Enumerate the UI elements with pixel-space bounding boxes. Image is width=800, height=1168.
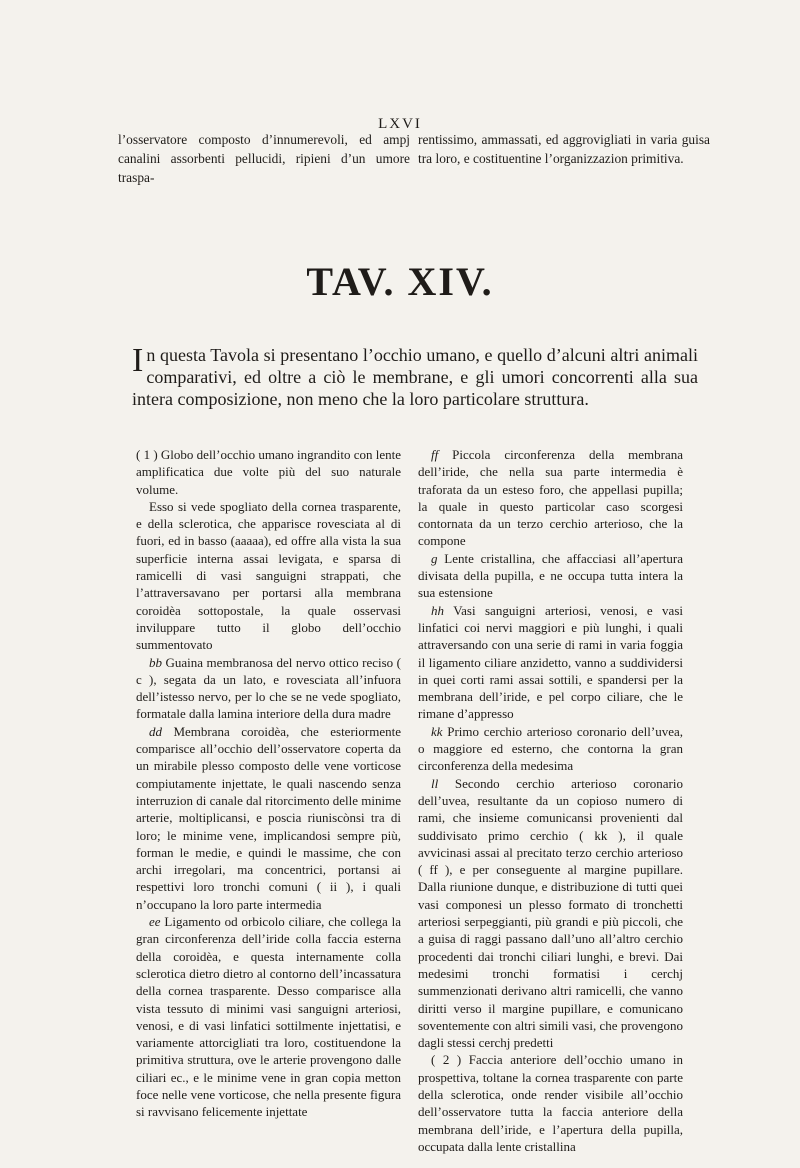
- entry-text: Esso si vede spogliato della cornea trasparente, e della sclerotica, che apparisce rovesciata al di fuori, ed in basso (aaaaa), ed offre alla vista la sua superficie interna assai levigata, e sparsa di ramicelli di vasi sanguigni strappati, che l’attraversavano per portarsi alla membrana coroidèa sottopostale, la quale osservasi inviluppare tutto il globo dell’occhio summentovato: [136, 498, 401, 653]
- entry-label: ( 2 ): [431, 1052, 462, 1068]
- entry-paragraph: [418, 446, 683, 550]
- right-column: [418, 446, 683, 1155]
- entry-text: Vasi sanguigni arteriosi, venosi, e vasi linfatici coi nervi maggiori e più lunghi, i quali attraversando con una serie di rami in varia foggia il ligamento ciliare anzidetto, vanno a suddividersi in quei corti rami assai sottili, e spandersi per la membrana dell’iride, e pel corpo ciliare, che le rimane d’appresso: [418, 602, 683, 722]
- top-left-text: l’osservatore composto d’innumerevoli, ed ampj canalini assorbenti pellucidi, ripieni d’un umore traspa-: [118, 132, 410, 185]
- entry-text: Piccola circonferenza della membrana dell’iride, che nella sua parte intermedia è traforata da un esteso foro, che appellasi pupilla; la quale in questo particolar caso scorgesi contornata da un terzo cerchio arterioso, che la compone: [418, 447, 683, 549]
- entry-label: ll: [431, 775, 439, 791]
- entry-text: Guaina membranosa del nervo ottico reciso ( c ), segata da un lato, e rovesciata all’infuora dell’istesso nervo, per lo che se ne vede spogliato, formatale dalla lamina interiore della dura madre: [136, 654, 401, 722]
- entry-paragraph: [418, 550, 683, 602]
- entry-label: dd: [149, 723, 162, 739]
- entry-label: g: [431, 550, 438, 566]
- entry-label: ( 1 ): [136, 447, 158, 462]
- entry-label: hh: [431, 602, 444, 618]
- entry-label: ff: [431, 447, 439, 462]
- entry-paragraph: [136, 913, 401, 1121]
- entry-text: Secondo cerchio arterioso coronario dell’uvea, resultante da un copioso numero di rami, che insieme comunicansi provenienti dal suddivisato primo cerchio ( kk ), il quale avvicinasi assai al precitato terzo cerchio arterioso ( ff ), e per conseguente al margine pupillare. Dalla riunione dunque, e distribuzione di tutti quei vasi componesi un plesso formato di tronchetti arteriosi serpeggianti, più grandi e più piccoli, che a guisa di raggi passano dall’uno all’altro cerchio procedenti dai tronchi ciliari lunghi, e brevi. Dai medesimi tronchi formatisi i cerchj summenzionati derivano altri ramicelli, che vanno diritti verso il margine pupillare, e comunicano soventemente con altri simili vasi, che provengono dagli stessi cerchj predetti: [418, 775, 683, 1051]
- top-right-column: [418, 130, 710, 168]
- entry-text: Globo dell’occhio umano ingrandito con lente amplificatica due volte più del suo naturale volume.: [136, 447, 401, 497]
- entry-paragraph: [418, 775, 683, 1052]
- top-right-text: rentissimo, ammassati, ed aggrovigliati in varia guisa tra loro, e costituentine l’organizzazion primitiva.: [418, 132, 710, 166]
- plate-title: TAV. XIV.: [306, 259, 494, 304]
- intro-paragraph: [132, 344, 698, 410]
- page-number: LXVI: [378, 116, 422, 132]
- drop-cap: I: [132, 342, 144, 379]
- intro-text: n questa Tavola si presentano l’occhio umano, e quello d’alcuni altri animali comparativi, ed oltre a ciò le membrane, e gli umori concorrenti alla sua intera composizione, non meno che la loro particolare struttura.: [132, 345, 698, 409]
- left-column: [136, 446, 401, 1121]
- entry-paragraph: [136, 654, 401, 723]
- entry-text: Lente cristallina, che affacciasi all’apertura divisata della pupilla, e ne occupa tutta intera la sua estensione: [418, 550, 683, 601]
- entry-label: ee: [149, 914, 161, 930]
- entry-paragraph: [418, 723, 683, 775]
- entry-text: Primo cerchio arterioso coronario dell’uvea, o maggiore ed esterno, che contorna la gran circonferenza della medesima: [418, 723, 683, 774]
- entry-text: Membrana coroidèa, che esteriormente comparisce all’occhio dell’osservatore coperta da un mirabile plesso composto delle vene vorticose compiutamente injettate, le quali nascendo senza interruzion di canale dal ritorcimento delle minime arterie, moltiplicansi, e poscia riuniscònsi tra di loro; le minime vene, implicandosi sempre più, forman le medie, e quindi le massime, che con archi irregolari, ma concentrici, portansi ai respettivi loro tronchi comuni ( ii ), i quali n’occupano la loro parte intermedia: [136, 723, 401, 912]
- entry-label: bb: [149, 654, 162, 670]
- entry-label: kk: [431, 723, 443, 739]
- entry-text: Ligamento od orbicolo ciliare, che collega la gran circonferenza dell’iride colla faccia esterna della coroidèa, e questa internamente colla sclerotica dietro dietro al contorno dell’incassatura della cornea trasparente. Desso comparisce alla vista tessuto di minimi vasi sanguigni arteriosi, venosi, e di vasi linfatici sottilmente injettatisi, e variamente attorcigliati tra loro, costituendone la primitiva struttura, ove le arterie provengono dalle ciliari ec., e le minime vene in gran copia metton foce nelle vene vorticose, che nella presente figura si ravvisano felicemente injettate: [136, 914, 401, 1120]
- entry-paragraph: [136, 723, 401, 913]
- entry-paragraph: [136, 446, 401, 498]
- top-left-column: [118, 130, 410, 187]
- entry-paragraph: [418, 1051, 683, 1155]
- entry-text: Faccia anteriore dell’occhio umano in prospettiva, toltane la cornea trasparente con parte della sclerotica, onde render visibile all’occhio dell’osservatore tutta la faccia anteriore della membrana dell’iride, e l’apertura della pupilla, occupata dalla lente cristallina: [418, 1052, 683, 1154]
- entry-paragraph: [418, 602, 683, 723]
- entry-paragraph: [136, 498, 401, 654]
